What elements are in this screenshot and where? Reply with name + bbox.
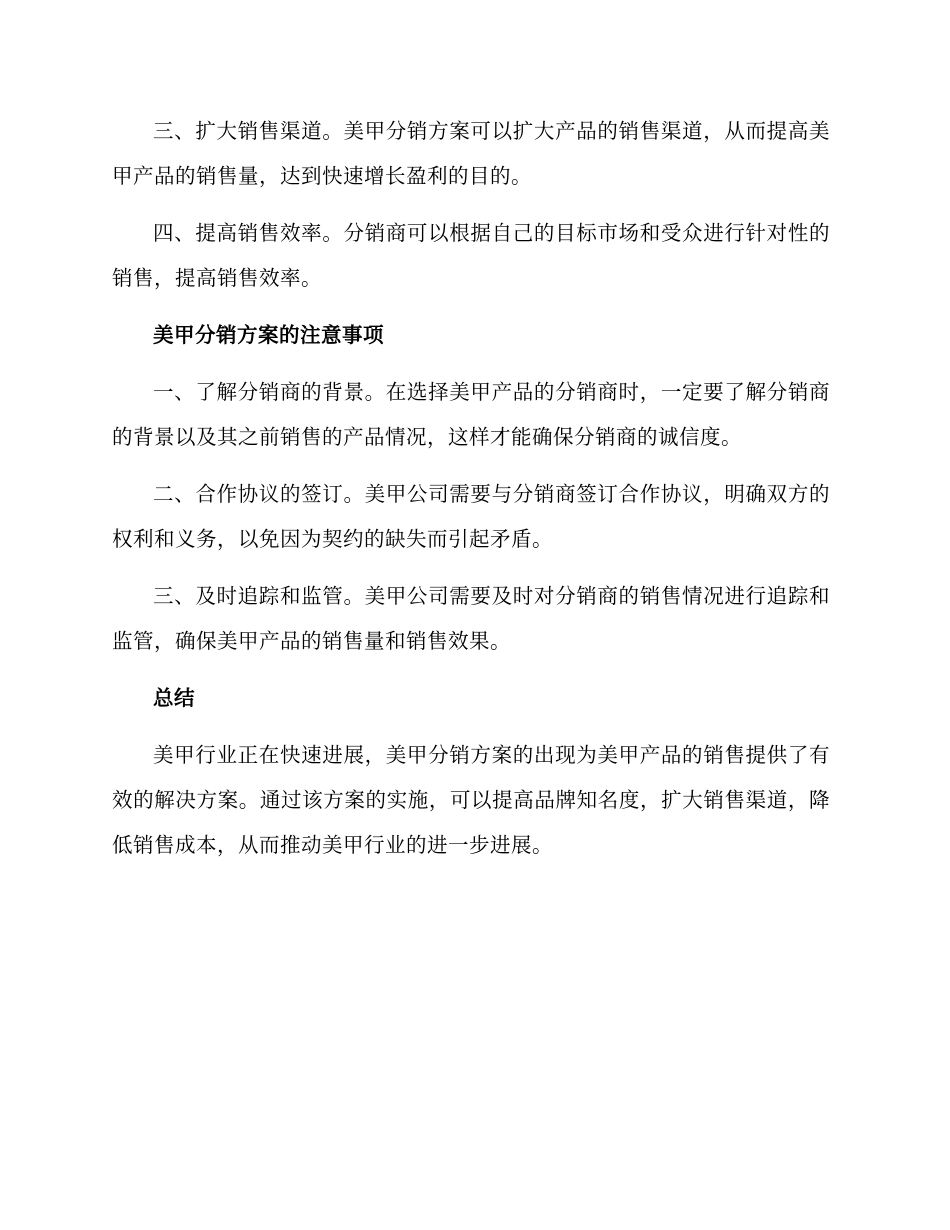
paragraph-sales-efficiency: 四、提高销售效率。分销商可以根据自己的目标市场和受众进行针对性的销售，提高销售效率。 — [112, 221, 830, 290]
paragraph-cooperation-agreement: 二、合作协议的签订。美甲公司需要与分销商签订合作协议，明确双方的权利和义务，以免因为契约的缺失而引起矛盾。 — [112, 482, 830, 551]
paragraph-summary: 美甲行业正在快速进展，美甲分销方案的出现为美甲产品的销售提供了有效的解决方案。通过该方案的实施，可以提高品牌知名度，扩大销售渠道，降低销售成本，从而推动美甲行业的进一步进展。 — [112, 743, 830, 857]
paragraph-expand-channels: 三、扩大销售渠道。美甲分销方案可以扩大产品的销售渠道，从而提高美甲产品的销售量，达到快速增长盈利的目的。 — [112, 119, 830, 188]
section-heading-notes: 美甲分销方案的注意事项 — [153, 323, 384, 347]
paragraph-tracking-supervision: 三、及时追踪和监管。美甲公司需要及时对分销商的销售情况进行追踪和监管，确保美甲产品的销售量和销售效果。 — [112, 584, 830, 653]
document-page — [112, 109, 830, 880]
paragraph-distributor-background: 一、了解分销商的背景。在选择美甲产品的分销商时，一定要了解分销商的背景以及其之前销售的产品情况，这样才能确保分销商的诚信度。 — [112, 380, 830, 449]
section-heading-summary: 总结 — [153, 686, 195, 710]
